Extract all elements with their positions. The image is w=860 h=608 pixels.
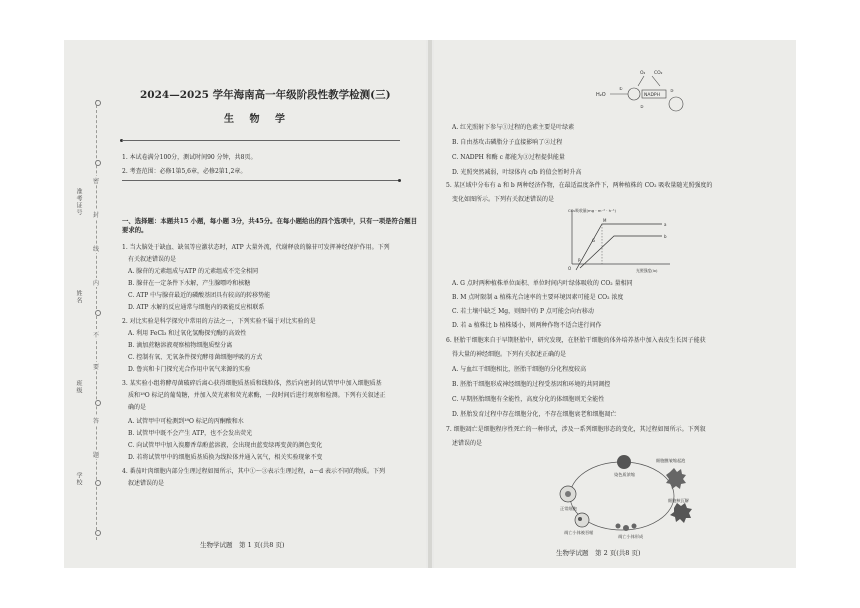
option-line: D. ATP 水解的反应通常与细胞内的吸能反应相联系 — [128, 304, 265, 311]
cell-nucleus-disintegration — [670, 503, 692, 523]
field-name: 姓名 — [75, 290, 82, 304]
field-school: 学校 — [75, 472, 82, 486]
cell-membrane-blebbing — [666, 468, 686, 489]
field-exam-number: 准考证号 — [75, 188, 82, 216]
origin-label: O — [568, 266, 572, 271]
scanned-exam-sheet — [64, 40, 796, 568]
rule-dot — [398, 179, 401, 182]
seal-char: 线 — [93, 246, 100, 253]
option-line: A. 红光照射下参与①过程的色素主要是叶绿素 — [452, 124, 575, 131]
page-fold — [428, 40, 432, 568]
subject-title: 生 物 学 — [224, 114, 291, 125]
label-co2: CO₂ — [654, 71, 663, 76]
arrow-line — [638, 76, 660, 86]
option-line: A. 利用 FeCl₃ 和过氧化氢酶探究酶的高效性 — [128, 330, 247, 337]
option-line: A. 与血红干细胞相比，胚胎干细胞的分化程度较高 — [452, 366, 587, 373]
exam-title: 2024—2025 学年海南高一年级阶段性教学检测(三) — [140, 89, 391, 101]
cell-phagocyte — [575, 513, 589, 527]
label-membrane-blebbing: 细胞膜皱缩起泡 — [656, 458, 686, 463]
label-step-2: ② — [640, 104, 644, 109]
option-line: B. 试管甲中既不会产生 ATP，也不会发出荧光 — [128, 430, 253, 437]
option-line: B. 胚胎干细胞形成神经细胞的过程受基因和环境的共同调控 — [452, 381, 611, 388]
field-class: 班级 — [75, 380, 82, 394]
question-line: 得大量的神经细胞。下列有关叙述正确的是 — [452, 351, 567, 358]
question-line: 1. 当大脑处于缺血、缺氧等应激状态时，ATP 大量外流，代谢释放的腺苷可发挥神经保护作用。下列 — [122, 244, 390, 251]
point-p-label: P — [578, 258, 581, 263]
note-line: 2. 考查范围：必修1第5,6章，必修2第1,2章。 — [122, 168, 247, 175]
option-line: D. 光照突然减弱，叶绿体内 c/b 的值会暂时升高 — [452, 169, 582, 176]
option-line: B. 自由基攻击磷脂分子直接影响了②过程 — [452, 139, 563, 146]
apoptotic-body — [632, 524, 637, 529]
photosynthesis-diagram — [592, 64, 692, 124]
apoptotic-body — [623, 525, 629, 531]
option-line: C. 控制有氧、无氧条件探究酵母菌细胞呼吸的方式 — [128, 354, 263, 361]
question-line: 4. 番茄叶肉细胞内部分生理过程如图所示，其中①～③表示生理过程，a～d 表示不同的物质。下列 — [122, 468, 385, 475]
exam-page-1 — [64, 40, 426, 568]
seal-char: 密 — [93, 178, 100, 185]
seal-char: 答 — [93, 418, 100, 425]
point-g-label: G — [592, 238, 596, 243]
label-chromatin-condensed: 染色质浓缩 — [614, 472, 635, 477]
question-line: 变化如图所示。下列有关叙述错误的是 — [452, 196, 555, 203]
binding-margin — [68, 100, 114, 540]
thylakoid-shape — [628, 88, 640, 100]
question-line: 5. 某区域中分布有 a 和 b 两种经济作物，在最适温度条件下，两种植株的 CO₂ 吸收量随光照强度的 — [446, 182, 713, 189]
label-step-1: ① — [619, 86, 623, 91]
option-line: B. M 点时限制 a 植株光合速率的主要环境因素可能是 CO₂ 浓度 — [452, 294, 624, 301]
option-line: C. 若土壤中缺乏 Mg，则图中的 P 点可能会向右移动 — [452, 308, 594, 315]
page-footer: 生物学试题 第 2 页(共8 页) — [556, 549, 641, 557]
binding-hole — [95, 530, 101, 536]
label-body-formation: 凋亡小体形成 — [618, 534, 644, 539]
question-line: 有关叙述错误的是 — [128, 256, 177, 263]
series-a-label: a — [664, 222, 667, 227]
label-nadph: NADPH — [644, 93, 661, 98]
option-line: C. 早期胚胎细胞有全能性，高度分化的体细胞则无全能性 — [452, 396, 605, 403]
option-line: B. 腺苷在一定条件下水解，产生腺嘌呤和核糖 — [128, 280, 251, 287]
label-nucleus-disintegration: 细胞核瓦解 — [668, 498, 689, 503]
note-line: 1. 本试卷满分100分，测试时间90 分钟，共8页。 — [122, 154, 257, 161]
question-line: 7. 细胞凋亡是细胞程序性死亡的一种形式，涉及一系列细胞形态的变化，其过程如图所示。下列叙 — [446, 426, 706, 433]
question-line: 述错误的是 — [452, 440, 483, 447]
label-h2o: H₂O — [596, 92, 606, 98]
seal-char: 内 — [93, 280, 100, 287]
binding-hole — [95, 310, 101, 316]
label-o2: O₂ — [640, 71, 646, 76]
apoptosis-cycle-diagram — [522, 452, 722, 540]
cell-nucleus — [565, 491, 571, 497]
notes-bottom-rule — [122, 180, 400, 181]
section-heading: 一、选择题：本题共15 小题，每小题 3分，共45分。在每小题给出的四个选项中，只有一项是符合题目要求的。 — [122, 217, 418, 234]
y-axis-label: CO₂吸收量(mg · m⁻² · h⁻¹) — [568, 208, 617, 213]
option-line: D. 胚胎发育过程中存在细胞分化，不存在细胞衰老和细胞凋亡 — [452, 411, 617, 418]
cell-chromatin-condensed — [617, 455, 631, 469]
label-normal-cell: 正常细胞 — [560, 506, 577, 511]
seal-char: 题 — [93, 452, 100, 459]
seal-char: 封 — [93, 212, 100, 219]
x-axis-label: 光照强度(lx) — [636, 268, 658, 273]
binding-hole — [95, 100, 101, 106]
seal-char: 不 — [93, 332, 100, 339]
series-b-label: b — [664, 234, 667, 239]
option-line: D. 若将试管甲中的细胞质基质换为线粒体并通入氧气，相关实验现象不变 — [128, 454, 323, 461]
option-line: B. 滴加蔗糖溶液观察植物细胞质壁分离 — [128, 342, 233, 349]
page-footer: 生物学试题 第 1 页(共8 页) — [200, 541, 285, 549]
point-m-label: M — [603, 218, 607, 223]
notes-top-rule — [122, 140, 400, 141]
binding-hole — [95, 400, 101, 406]
option-line: C. ATP 中与腺苷最近的磷酸基团具有较高的转移势能 — [128, 292, 271, 299]
question-line: 确的是 — [128, 404, 147, 411]
option-line: A. 腺苷的元素组成与ATP 的元素组成不完全相同 — [128, 268, 259, 275]
co2-light-graph — [562, 206, 674, 276]
series-a-curve — [576, 224, 662, 270]
label-body-engulfed: 凋亡小体被吞噬 — [564, 530, 594, 535]
engulfed-body — [578, 517, 582, 521]
binding-hole — [95, 480, 101, 486]
option-line: C. 向试管甲中加入溴麝香草酚蓝溶液，会出现由蓝变绿再变黄的颜色变化 — [128, 442, 323, 449]
option-line: A. G 点时两种植株单位面积、单位时间内叶绿体吸收的 CO₂ 量相同 — [452, 280, 633, 287]
binding-hole — [95, 160, 101, 166]
label-step-3: ③ — [670, 88, 674, 93]
apoptotic-body — [616, 524, 621, 529]
seal-line — [96, 100, 97, 540]
option-line: A. 试管甲中可检测到¹⁸O 标记的丙酮酸和水 — [128, 418, 244, 425]
option-line: D. 鲁宾和卡门探究光合作用中氧气来源的实验 — [128, 366, 251, 373]
seal-char: 要 — [93, 364, 100, 371]
question-line: 3. 某实验小组将酵母菌破碎后离心获得细胞质基质和线粒体，然后向密封的试管甲中加入细胞质基 — [122, 380, 382, 387]
question-line: 6. 胚胎干细胞来自于早期胚胎中，研究发现，在胚胎干细胞的体外培养基中加入表皮生长因子能获 — [446, 337, 706, 344]
question-line: 叙述错误的是 — [128, 480, 165, 487]
exam-page-2 — [434, 40, 796, 568]
option-line: C. NADPH 和酶 c 都能为③过程提供能量 — [452, 154, 565, 161]
option-line: D. 若 a 植株比 b 植株矮小，则两种作物不适合进行间作 — [452, 322, 602, 329]
calvin-cycle-shape — [669, 97, 683, 111]
question-line: 2. 对比实验是科学探究中常用的方法之一，下列实验不属于对比实验的是 — [122, 318, 316, 325]
question-line: 质和¹⁸O 标记的葡萄糖，并加入荧光素和荧光素酶，一段时间后进行观察和检测。下列有关叙述正 — [128, 392, 386, 399]
